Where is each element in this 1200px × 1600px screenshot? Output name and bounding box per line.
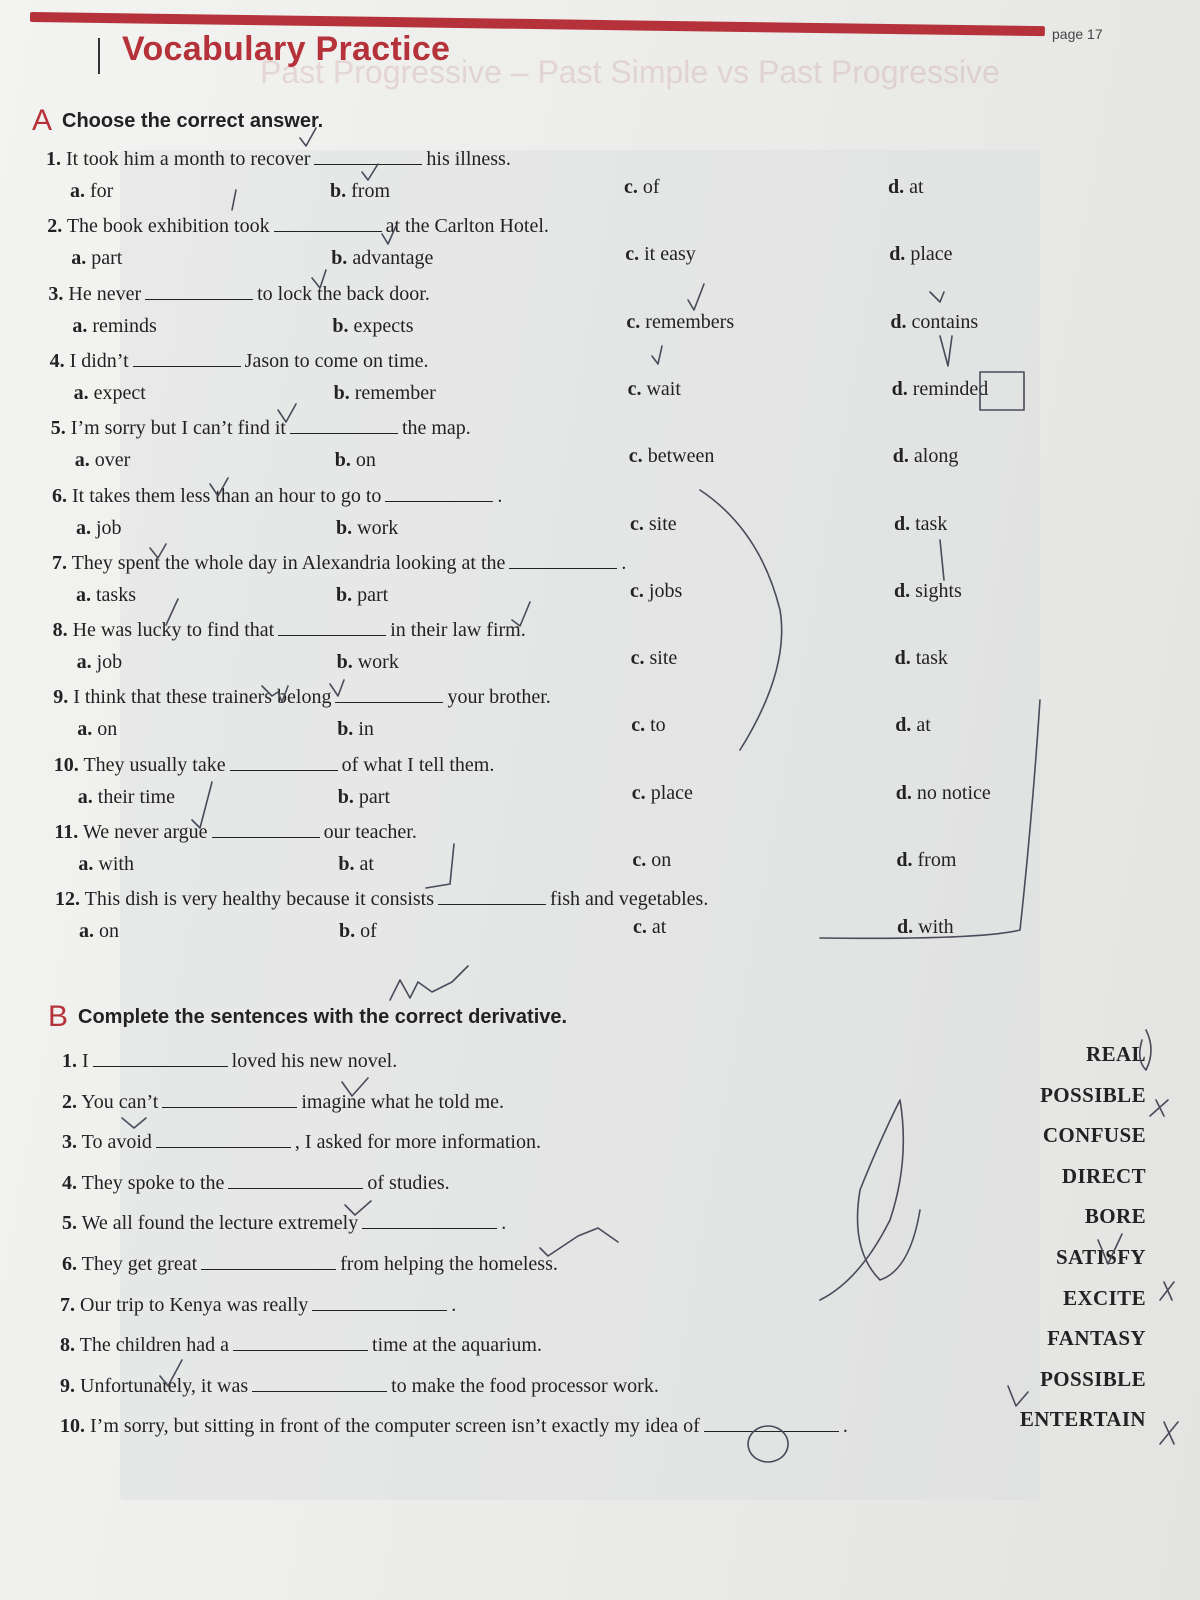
question-8 <box>53 617 526 642</box>
section-b-instruction: Complete the sentences with the correct derivative. <box>78 1005 568 1028</box>
option-letter: a. <box>72 314 88 337</box>
question-text-after: in their law firm. <box>390 619 526 642</box>
question-number: 11. <box>54 821 79 843</box>
derivative-item-8 <box>60 1332 542 1357</box>
option-text: from <box>351 180 391 202</box>
option-text: site <box>648 512 677 535</box>
option-10-b[interactable] <box>338 786 390 809</box>
item-text-before: You can’t <box>81 1090 159 1113</box>
option-8-c[interactable] <box>631 647 678 670</box>
item-text-after: of studies. <box>367 1171 450 1194</box>
option-text: with <box>918 916 954 939</box>
cross-mark <box>1160 1422 1178 1444</box>
item-number: 2. <box>62 1090 77 1113</box>
answer-blank[interactable] <box>312 1292 447 1311</box>
option-text: job <box>96 651 123 674</box>
option-text: contains <box>911 310 979 333</box>
option-letter: b. <box>338 853 355 875</box>
option-text: reminded <box>912 377 989 400</box>
answer-blank[interactable] <box>290 415 398 434</box>
option-letter: c. <box>630 647 645 670</box>
option-text: advantage <box>352 247 434 270</box>
question-number: 9. <box>53 686 69 709</box>
option-9-d[interactable] <box>895 714 931 737</box>
derivative-item-7 <box>60 1292 456 1317</box>
option-letter: a. <box>76 651 92 674</box>
option-text: site <box>649 647 678 670</box>
item-number: 10. <box>60 1415 85 1438</box>
question-2 <box>47 213 549 238</box>
option-letter: d. <box>894 579 911 602</box>
question-1 <box>46 146 511 171</box>
option-letter: b. <box>330 180 347 202</box>
question-text-after: of what I tell them. <box>341 753 495 776</box>
option-text: at <box>916 714 931 737</box>
item-number: 8. <box>60 1334 75 1357</box>
option-text: part <box>358 785 391 808</box>
question-text-before: I’m sorry but I can’t find it <box>70 417 286 440</box>
option-9-b[interactable] <box>337 718 374 741</box>
option-text: with <box>98 853 134 875</box>
item-text-after: imagine what he told me. <box>301 1090 505 1113</box>
option-letter: c. <box>631 781 646 804</box>
option-6-c[interactable] <box>630 513 677 536</box>
question-number: 4. <box>49 349 65 372</box>
option-6-a[interactable] <box>76 517 122 540</box>
answer-blank[interactable] <box>201 1251 336 1270</box>
section-a-heading <box>32 104 323 138</box>
option-letter: b. <box>336 516 353 539</box>
answer-blank[interactable] <box>274 213 382 232</box>
option-8-a[interactable] <box>77 651 123 674</box>
option-letter: d. <box>892 445 909 468</box>
cross-mark <box>1150 1100 1168 1116</box>
question-7 <box>52 550 626 575</box>
section-a-instruction: Choose the correct answer. <box>62 109 324 132</box>
derivative-item-6 <box>62 1251 558 1276</box>
option-4-a[interactable] <box>74 382 146 405</box>
bleed-through-heading: Past Progressive – Past Simple vs Past Progressive <box>260 54 1000 90</box>
option-letter: b. <box>333 381 350 404</box>
answer-blank[interactable] <box>335 684 443 703</box>
item-text-after: to make the food processor work. <box>391 1374 659 1397</box>
option-8-b[interactable] <box>337 651 399 674</box>
option-text: no notice <box>916 781 991 804</box>
page-title: Vocabulary Practice <box>122 30 451 68</box>
option-3-d[interactable] <box>890 311 978 334</box>
option-9-c[interactable] <box>631 714 665 737</box>
option-10-d[interactable] <box>896 782 991 805</box>
option-text: on <box>355 449 376 472</box>
option-letter: a. <box>76 583 91 606</box>
question-text-before: He was lucky to find that <box>72 619 275 642</box>
answer-blank[interactable] <box>162 1089 297 1108</box>
question-text-after: . <box>621 551 627 574</box>
option-12-d[interactable] <box>897 916 954 939</box>
option-letter: b. <box>336 651 353 674</box>
derivative-item-9 <box>60 1373 659 1398</box>
question-6 <box>52 483 502 508</box>
option-text: at <box>909 176 924 198</box>
option-letter: b. <box>334 449 351 472</box>
option-letter: a. <box>77 785 93 808</box>
base-word: SATISFY <box>1056 1245 1146 1269</box>
question-text-after: at the Carlton Hotel. <box>385 215 549 238</box>
option-4-d[interactable] <box>892 378 989 401</box>
option-5-b[interactable] <box>335 449 376 472</box>
item-number: 9. <box>60 1374 75 1397</box>
section-b-letter: B <box>48 1000 69 1033</box>
base-word: ENTERTAIN <box>1019 1407 1146 1432</box>
option-5-c[interactable] <box>629 445 715 468</box>
derivative-item-10 <box>60 1413 848 1438</box>
option-text: place <box>650 781 693 804</box>
option-7-a[interactable] <box>76 584 136 607</box>
question-number: 2. <box>47 215 63 238</box>
option-text: job <box>96 516 122 539</box>
question-number: 10. <box>53 753 79 776</box>
option-1-d[interactable] <box>888 176 924 199</box>
answer-blank[interactable] <box>233 1332 368 1351</box>
answer-blank[interactable] <box>252 1373 387 1392</box>
question-text-before: The book exhibition took <box>66 215 270 238</box>
option-letter: c. <box>625 243 640 266</box>
answer-blank[interactable] <box>362 1210 497 1229</box>
option-3-b[interactable] <box>332 315 413 338</box>
item-number: 6. <box>62 1253 77 1275</box>
option-letter: c. <box>624 176 638 198</box>
question-5 <box>51 415 471 440</box>
answer-blank[interactable] <box>228 1170 363 1189</box>
option-letter: c. <box>630 512 644 535</box>
item-text-after: . <box>501 1212 507 1235</box>
option-text: remembers <box>645 310 735 333</box>
option-7-c[interactable] <box>630 580 682 603</box>
option-text: from <box>917 849 957 871</box>
option-letter: d. <box>890 310 907 333</box>
answer-blank[interactable] <box>145 281 253 300</box>
question-text-before: I think that these trainers belong <box>73 686 332 709</box>
question-3 <box>48 281 429 306</box>
option-letter: d. <box>888 176 905 198</box>
option-text: of <box>642 176 660 198</box>
option-text: expect <box>93 381 146 404</box>
item-text-before: I <box>82 1050 89 1072</box>
item-number: 4. <box>62 1171 77 1194</box>
option-5-d[interactable] <box>893 445 959 468</box>
item-text-before: They spoke to the <box>81 1171 225 1194</box>
question-text-after: our teacher. <box>323 821 417 843</box>
item-text-before: We all found the lecture extremely <box>81 1212 359 1235</box>
option-10-a[interactable] <box>78 786 175 809</box>
item-text-after: time at the aquarium. <box>372 1334 542 1357</box>
option-text: task <box>915 512 948 535</box>
question-text-before: It took him a month to recover <box>66 148 311 170</box>
question-12 <box>55 886 708 911</box>
option-6-b[interactable] <box>336 517 398 540</box>
option-text: on <box>97 718 118 741</box>
option-1-c[interactable] <box>624 176 660 199</box>
base-word: BORE <box>1084 1204 1146 1229</box>
option-8-d[interactable] <box>895 647 948 670</box>
option-text: for <box>90 180 114 202</box>
option-text: work <box>357 651 399 674</box>
answer-blank[interactable] <box>438 886 546 905</box>
option-text: of <box>360 920 377 943</box>
option-letter: c. <box>631 714 646 737</box>
option-letter: d. <box>897 916 914 939</box>
question-text-before: We never argue <box>82 821 208 843</box>
option-letter: a. <box>73 381 89 404</box>
item-text-after: , I asked for more information. <box>294 1131 541 1154</box>
item-text-after: from helping the homeless. <box>340 1253 558 1275</box>
question-text-after: to lock the back door. <box>257 282 430 305</box>
option-text: expects <box>353 314 414 337</box>
option-text: tasks <box>96 583 136 606</box>
question-9 <box>53 684 551 709</box>
derivative-item-2 <box>62 1089 504 1114</box>
answer-blank[interactable] <box>509 550 617 569</box>
answer-blank[interactable] <box>314 146 422 165</box>
question-text-after: the map. <box>401 417 471 440</box>
question-text-before: They usually take <box>83 753 226 776</box>
option-3-a[interactable] <box>72 315 156 338</box>
base-word: POSSIBLE <box>1040 1082 1146 1107</box>
answer-blank[interactable] <box>385 483 493 502</box>
option-4-b[interactable] <box>334 382 436 405</box>
option-text: part <box>91 247 123 270</box>
section-b-heading <box>48 1000 567 1034</box>
option-text: remember <box>354 381 436 404</box>
option-11-d[interactable] <box>896 849 956 872</box>
option-11-c[interactable] <box>632 849 671 872</box>
derivative-item-1 <box>62 1048 397 1073</box>
option-12-b[interactable] <box>339 920 377 943</box>
option-letter: a. <box>78 853 94 875</box>
option-2-d[interactable] <box>889 243 952 266</box>
option-letter: b. <box>336 583 353 606</box>
question-text-after: fish and vegetables. <box>550 888 709 911</box>
option-text: over <box>94 449 131 472</box>
option-text: work <box>357 516 399 539</box>
question-text-before: This dish is very healthy because it consists <box>84 888 435 911</box>
item-text-before: They get great <box>81 1253 198 1275</box>
option-letter: c. <box>630 579 644 602</box>
question-number: 6. <box>52 484 67 507</box>
item-number: 1. <box>62 1050 77 1072</box>
option-10-c[interactable] <box>632 782 693 805</box>
option-2-a[interactable] <box>71 247 122 270</box>
option-2-b[interactable] <box>331 247 433 270</box>
question-number: 1. <box>46 148 61 170</box>
option-letter: d. <box>894 647 911 670</box>
item-text-after: loved his new novel. <box>231 1050 398 1072</box>
option-letter: a. <box>76 516 91 539</box>
option-text: wait <box>646 377 681 400</box>
option-11-b[interactable] <box>338 853 374 876</box>
question-text-before: They spent the whole day in Alexandria looking at the <box>71 551 506 574</box>
question-10 <box>54 752 495 777</box>
option-letter: d. <box>889 243 906 266</box>
option-letter: d. <box>891 377 908 400</box>
base-word: EXCITE <box>1063 1285 1146 1310</box>
option-4-c[interactable] <box>628 378 681 401</box>
answer-blank[interactable] <box>156 1129 291 1148</box>
option-letter: c. <box>627 377 642 400</box>
option-letter: b. <box>331 247 348 270</box>
question-number: 3. <box>48 282 64 305</box>
option-text: in <box>358 718 374 741</box>
item-text-before: To avoid <box>81 1131 152 1154</box>
option-letter: a. <box>79 920 94 943</box>
option-9-a[interactable] <box>77 718 117 741</box>
option-5-a[interactable] <box>75 449 131 472</box>
base-word: CONFUSE <box>1042 1123 1146 1148</box>
option-6-d[interactable] <box>894 513 947 536</box>
option-letter: a. <box>77 718 93 741</box>
base-word: DIRECT <box>1061 1163 1146 1188</box>
option-letter: a. <box>70 180 85 202</box>
item-text-after: . <box>842 1415 848 1438</box>
derivative-item-3 <box>62 1129 541 1154</box>
item-text-after: . <box>451 1293 457 1316</box>
answer-blank[interactable] <box>93 1048 228 1067</box>
item-number: 5. <box>62 1212 77 1235</box>
option-7-b[interactable] <box>336 584 388 607</box>
item-text-before: The children had a <box>79 1334 230 1357</box>
answer-blank[interactable] <box>133 348 241 367</box>
option-1-a[interactable] <box>70 180 113 203</box>
option-letter: c. <box>628 445 643 468</box>
cross-mark <box>1160 1282 1174 1300</box>
option-text: on <box>651 849 672 871</box>
option-text: jobs <box>648 579 683 602</box>
option-text: between <box>647 445 715 468</box>
option-letter: d. <box>894 512 911 535</box>
option-text: it easy <box>644 243 696 266</box>
item-text-before: I’m sorry, but sitting in front of the computer screen isn’t exactly my idea of <box>90 1415 700 1438</box>
item-text-before: Unfortunately, it was <box>80 1374 249 1397</box>
answer-blank[interactable] <box>230 752 338 771</box>
option-text: their time <box>97 785 175 808</box>
option-12-c[interactable] <box>633 916 666 939</box>
option-1-b[interactable] <box>330 180 390 203</box>
question-text-after: Jason to come on time. <box>244 349 429 372</box>
option-letter: b. <box>337 718 354 741</box>
option-letter: d. <box>895 714 912 737</box>
option-text: along <box>913 445 959 468</box>
option-letter: c. <box>633 916 647 939</box>
question-text-after: . <box>497 484 503 507</box>
base-word: FANTASY <box>1047 1326 1146 1351</box>
option-letter: d. <box>896 849 913 871</box>
question-number: 7. <box>52 551 67 574</box>
option-text: place <box>910 243 953 266</box>
option-letter: a. <box>74 449 90 472</box>
option-3-c[interactable] <box>626 311 734 334</box>
base-word: REAL <box>1086 1042 1146 1066</box>
option-letter: c. <box>626 310 641 333</box>
option-11-a[interactable] <box>78 853 134 876</box>
question-number: 8. <box>52 619 68 642</box>
option-letter: b. <box>332 314 349 337</box>
option-text: reminds <box>92 314 157 337</box>
option-text: sights <box>915 579 962 602</box>
question-4 <box>50 348 429 373</box>
derivative-item-4 <box>62 1170 450 1195</box>
option-7-d[interactable] <box>894 580 962 603</box>
answer-blank[interactable] <box>278 617 386 636</box>
question-text-after: his illness. <box>426 148 511 170</box>
question-text-before: It takes them less than an hour to go to <box>72 484 382 507</box>
question-text-after: your brother. <box>447 686 551 709</box>
option-text: at <box>359 853 374 875</box>
question-11 <box>54 819 416 844</box>
derivative-item-5 <box>62 1210 506 1235</box>
option-2-c[interactable] <box>625 243 696 266</box>
option-letter: a. <box>71 247 87 270</box>
option-letter: b. <box>337 785 354 808</box>
option-text: part <box>357 583 389 606</box>
section-a-letter: A <box>32 104 53 137</box>
option-letter: d. <box>895 781 912 804</box>
item-number: 3. <box>62 1131 77 1154</box>
option-letter: b. <box>339 920 356 943</box>
answer-blank[interactable] <box>704 1413 839 1432</box>
base-word: POSSIBLE <box>1040 1366 1146 1391</box>
option-12-a[interactable] <box>79 920 119 943</box>
question-number: 5. <box>50 417 66 440</box>
option-text: to <box>650 714 666 737</box>
item-number: 7. <box>60 1293 75 1316</box>
option-text: task <box>915 647 948 670</box>
option-letter: c. <box>632 849 647 871</box>
page-number: page 17 <box>1052 26 1103 42</box>
question-text-before: He never <box>68 282 142 305</box>
question-text-before: I didn’t <box>69 349 129 372</box>
item-text-before: Our trip to Kenya was really <box>80 1293 309 1316</box>
title-divider <box>98 38 100 74</box>
question-number: 12. <box>55 888 80 911</box>
option-text: on <box>99 920 119 943</box>
answer-blank[interactable] <box>212 819 320 838</box>
option-text: at <box>651 916 667 939</box>
